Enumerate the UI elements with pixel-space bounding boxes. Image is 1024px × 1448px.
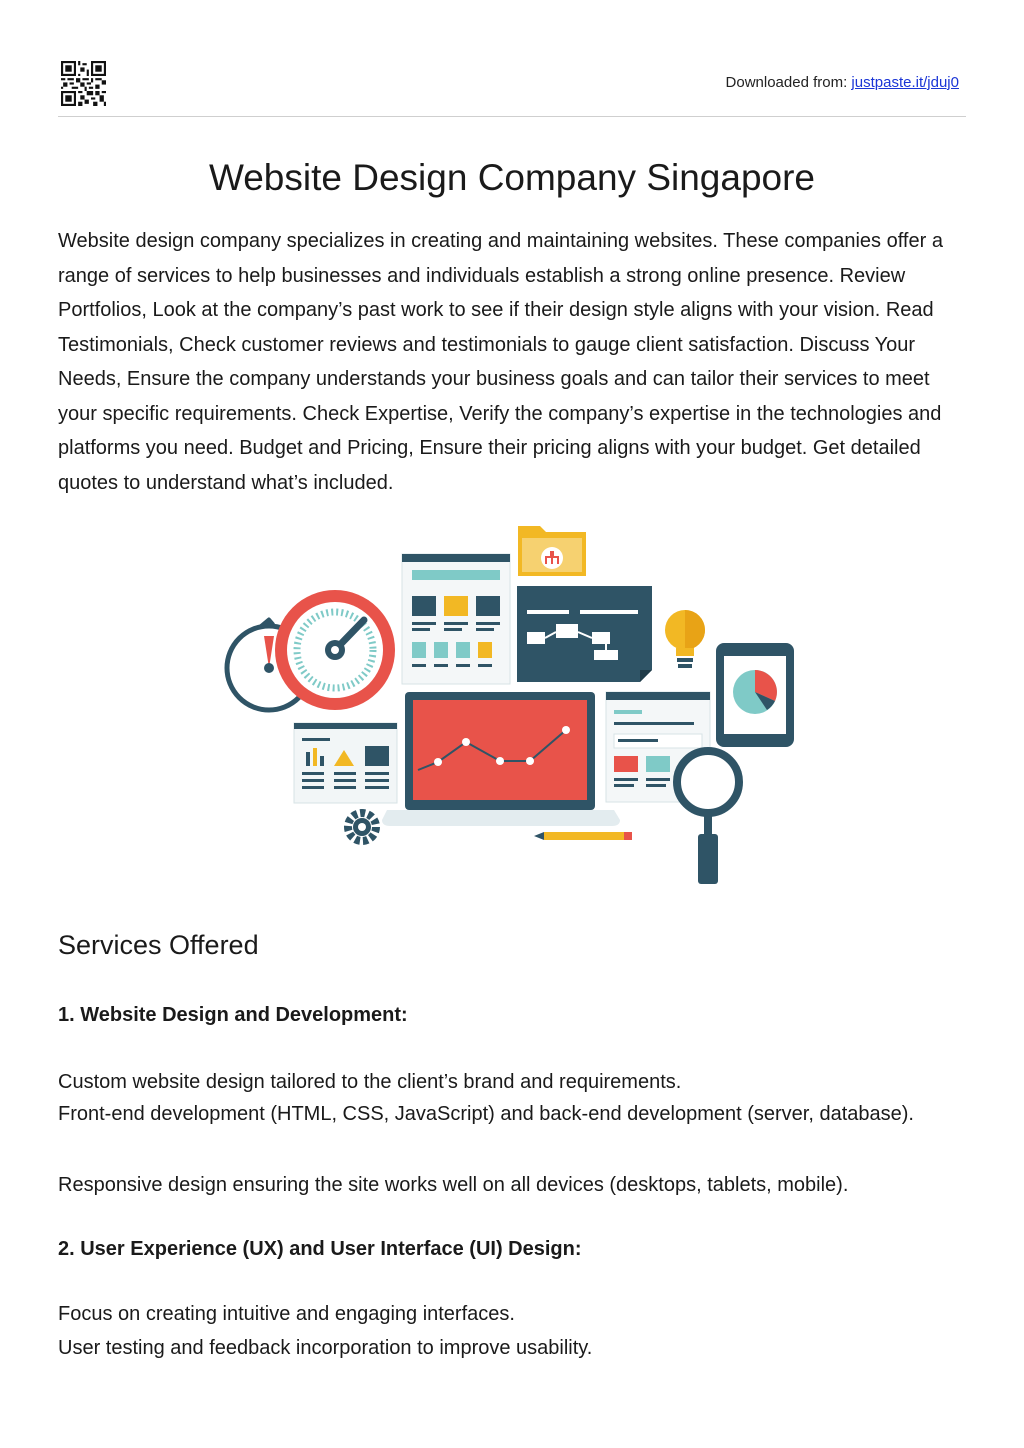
magnifier-icon — [677, 751, 739, 884]
service-1-line-1: Custom website design tailored to the client’s brand and requirements. — [58, 1071, 682, 1093]
service-2-title: 2. User Experience (UX) and User Interface (UI) Design: — [58, 1238, 582, 1260]
tablet-pie-chart-icon — [716, 643, 794, 747]
folder-icon — [518, 526, 586, 576]
service-1-line-3: Responsive design ensuring the site works well on all devices (desktops, tablets, mobile). — [58, 1174, 849, 1196]
header-divider — [58, 116, 966, 117]
pencil-icon — [534, 832, 632, 840]
page-title: Website Design Company Singapore — [208, 157, 816, 198]
service-1-title: 1. Website Design and Development: — [58, 1004, 408, 1026]
service-1-line-2: Front-end development (HTML, CSS, JavaScript) and back-end development (server, database). — [58, 1103, 914, 1125]
gear-icon — [348, 813, 376, 841]
service-2-line-2: User testing and feedback incorporation to improve usability. — [58, 1337, 593, 1359]
service-2-line-1: Focus on creating intuitive and engaging interfaces. — [58, 1303, 515, 1325]
qr-code-icon — [61, 61, 106, 106]
sitemap-board-icon — [517, 586, 652, 682]
layout-card-icon — [402, 554, 510, 684]
intro-paragraph: Website design company specializes in creating and maintaining websites. These companies offer a range of services to help businesses and individuals establish a strong online presence. Review Portfolios, Look at the company’s past work to see if their design style aligns with your vision. Read Testimonials, Check customer reviews and testimonials to gauge client satisfaction. Discuss Your Needs, Ensure the company understands your business goals and can tailor their services to meet your specific requirements. Check Expertise, Verify the company’s expertise in the technologies and platforms you need. Budget and Pricing, Ensure their pricing aligns with your budget. Get detailed quotes to understand what’s included. — [58, 230, 943, 494]
download-source — [726, 74, 959, 91]
speedometer-icon — [275, 590, 395, 710]
laptop-chart-icon — [382, 692, 620, 826]
analytics-card-icon — [294, 723, 397, 803]
web-design-illustration-icon — [222, 520, 802, 890]
lightbulb-icon — [665, 610, 707, 668]
services-heading: Services Offered — [58, 930, 259, 960]
download-link[interactable]: justpaste.it/jduj0 — [851, 74, 959, 91]
download-label: Downloaded from: — [725, 74, 848, 91]
